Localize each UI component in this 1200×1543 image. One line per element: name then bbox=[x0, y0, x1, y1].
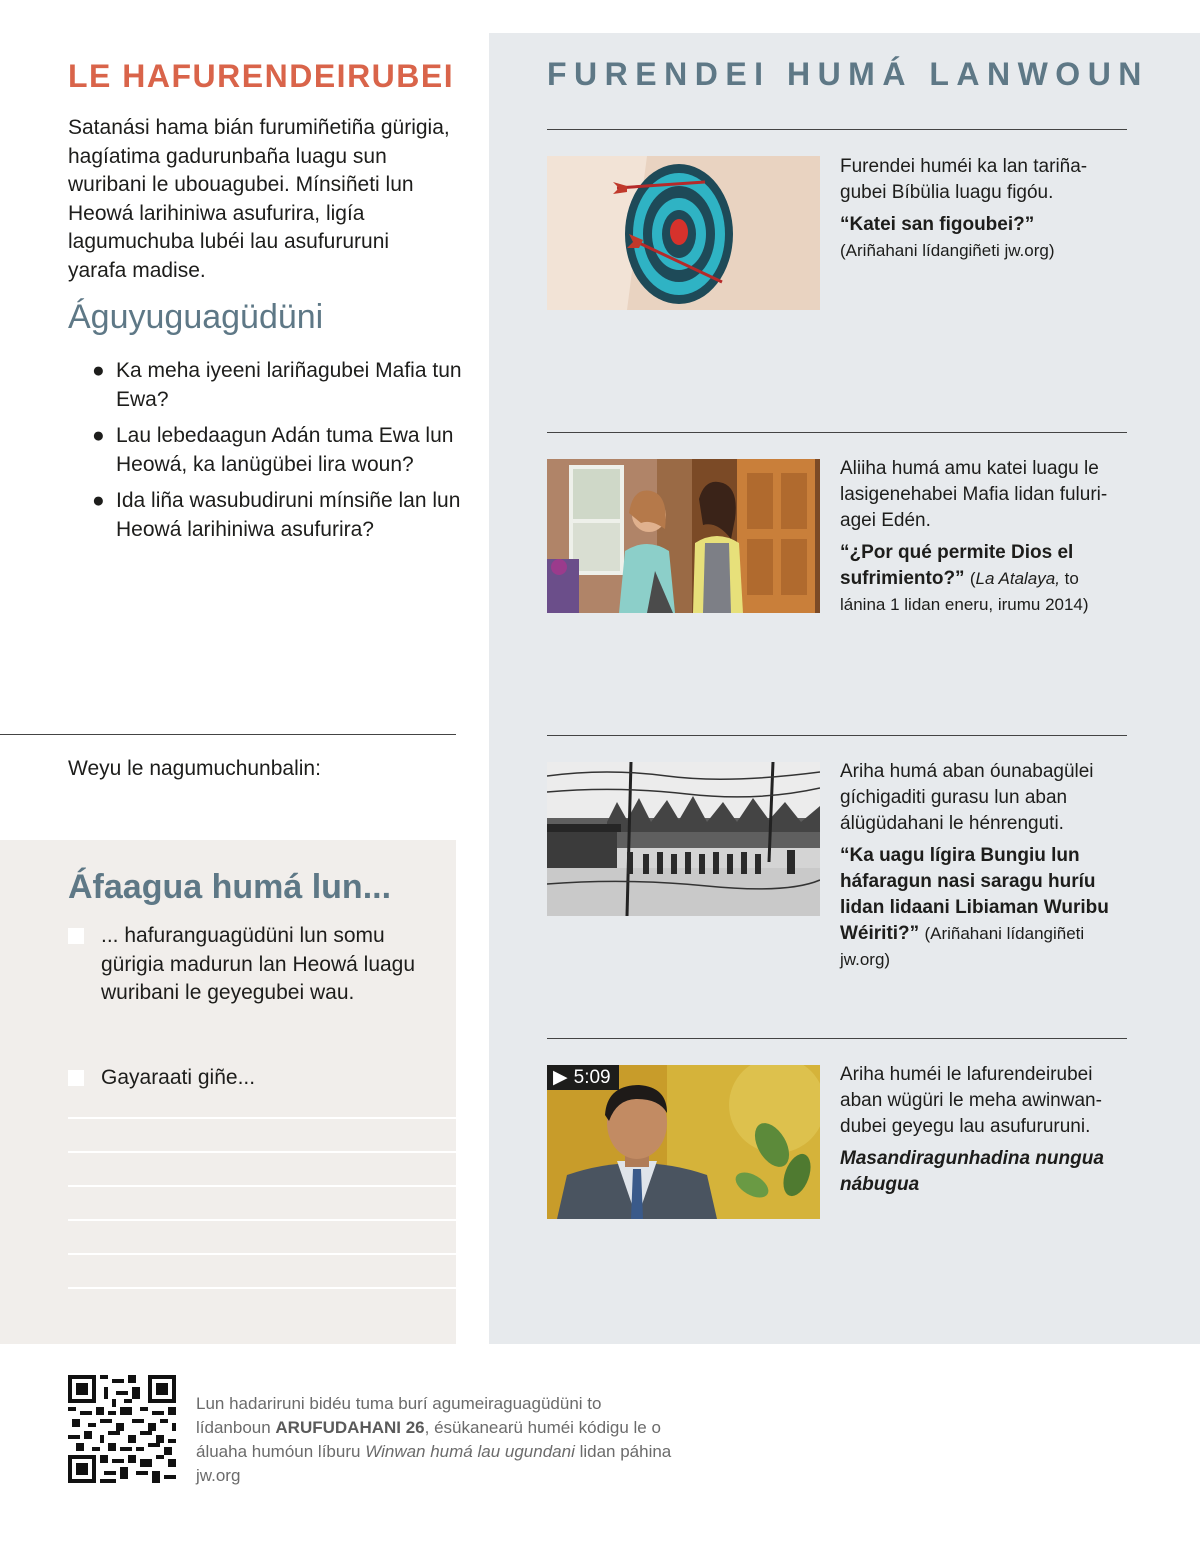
resource-reference-title[interactable]: “¿Por qué permite Dios el sufrimiento?” bbox=[840, 542, 1074, 589]
writing-line[interactable] bbox=[68, 1253, 456, 1255]
bullet-icon: ● bbox=[92, 424, 105, 447]
review-question: ● Ka meha iyeeni lariñagubei Mafia tun Ewa? bbox=[92, 359, 462, 411]
resource-description: Furendei huméi ka lan tariña-gubei Bíbülia luagu figóu. bbox=[840, 156, 1088, 203]
assignment-item: ... hafuranguagüdüni lun somu gürigia madurun lan Heowá luagu wuribani le geyegubei wau. bbox=[68, 922, 428, 1008]
lesson-intro-text: Satanási hama bián furumiñetiña gürigia, hagíatima gadurunbaña luagu sun wuribani le ubouagubei. Mínsiñeti lun Heowá larihiniwa asufurira, ligía lagumuchuba lubéi lau asufururuni yarafa madise. bbox=[68, 116, 450, 282]
resources-title: FURENDEI HUMÁ LANWOUN bbox=[547, 56, 1149, 92]
assignment-title: Áfaagua humá lun... bbox=[68, 868, 392, 906]
bullet-icon: ● bbox=[92, 359, 105, 382]
assignment-item: Gayaraati giñe... bbox=[68, 1064, 428, 1093]
divider bbox=[547, 129, 1127, 130]
resource-description: Aliiha humá amu katei luagu le lasigenehabei Mafia lidan fuluri-agei Edén. bbox=[840, 458, 1108, 531]
play-icon: ▶ bbox=[553, 1067, 568, 1088]
divider bbox=[547, 1038, 1127, 1039]
resource-text bbox=[840, 456, 1125, 618]
resource-reference-note: (Ariñahani lídangiñeti jw.org) bbox=[840, 924, 1085, 969]
divider bbox=[0, 734, 456, 735]
resource-reference[interactable] bbox=[840, 212, 1125, 264]
resource-description: Ariha humá aban óunabagülei gíchigaditi gurasu lun aban álügüdahani le hénrenguti. bbox=[840, 761, 1094, 834]
resource-reference[interactable] bbox=[840, 540, 1125, 618]
resource-reference-note: (La Atalaya, to lánina 1 lidan eneru, irumu 2014) bbox=[840, 569, 1089, 614]
checkbox[interactable] bbox=[68, 1070, 84, 1086]
resource-text bbox=[840, 759, 1125, 973]
review-question: ● Ida liña wasubudiruni mínsiñe lan lun Heowá larihiniwa asufurira? bbox=[92, 489, 461, 541]
writing-line[interactable] bbox=[68, 1287, 456, 1289]
target-arrows-image[interactable] bbox=[547, 156, 820, 310]
writing-line[interactable] bbox=[68, 1117, 456, 1119]
concentration-camp-photo[interactable] bbox=[547, 762, 820, 916]
man-portrait-video[interactable] bbox=[547, 1065, 820, 1219]
lesson-section-title: LE HAFURENDEIRUBEI bbox=[68, 58, 455, 94]
writing-line[interactable] bbox=[68, 1219, 456, 1221]
qr-code-icon[interactable] bbox=[68, 1375, 176, 1483]
two-women-doorway-photo[interactable] bbox=[547, 459, 820, 613]
writing-line[interactable] bbox=[68, 1151, 456, 1153]
remember-date-label: Weyu le nagumuchunbalin: bbox=[68, 757, 321, 780]
video-duration-badge: ▶ 5:09 bbox=[547, 1065, 619, 1090]
questions-heading: Águyuguagüdüni bbox=[68, 298, 324, 336]
resource-reference-note: (Ariñahani lídangiñeti jw.org) bbox=[840, 241, 1055, 260]
resource-reference[interactable] bbox=[840, 843, 1125, 973]
writing-line[interactable] bbox=[68, 1185, 456, 1187]
divider bbox=[547, 432, 1127, 433]
resource-reference-title[interactable]: “Katei san figoubei?” bbox=[840, 214, 1035, 235]
resource-reference-title[interactable]: “Ka uagu lígira Bungiu lun háfaragun nasi saragu huríu lidan lidaani Libiaman Wuribu Wéiriti?” bbox=[840, 845, 1109, 944]
resource-reference[interactable] bbox=[840, 1146, 1125, 1198]
resource-text bbox=[840, 1062, 1125, 1198]
bullet-icon: ● bbox=[92, 489, 105, 512]
review-question: ● Lau lebedaagun Adán tuma Ewa lun Heowá, ka lanügübei lira woun? bbox=[92, 424, 454, 476]
footer-instructions: Lun hadariruni bidéu tuma burí agumeiraguagüdüni to lídanboun ARUFUDAHANI 26, ésükaneаrü huméi kódigu le o áluaha humóun líburu Winwan humá lau ugundani lidan páhina jw.org bbox=[196, 1394, 672, 1485]
review-questions-list bbox=[92, 357, 462, 552]
resource-reference-title[interactable]: Masandiragunhadina nungua nábugua bbox=[840, 1148, 1104, 1195]
checkbox[interactable] bbox=[68, 928, 84, 944]
divider bbox=[547, 735, 1127, 736]
resource-description: Ariha huméi le lafurendeirubei aban wügüri le meha awinwan-dubei geyegu lau asufururuni. bbox=[840, 1064, 1102, 1137]
resource-text bbox=[840, 154, 1125, 264]
